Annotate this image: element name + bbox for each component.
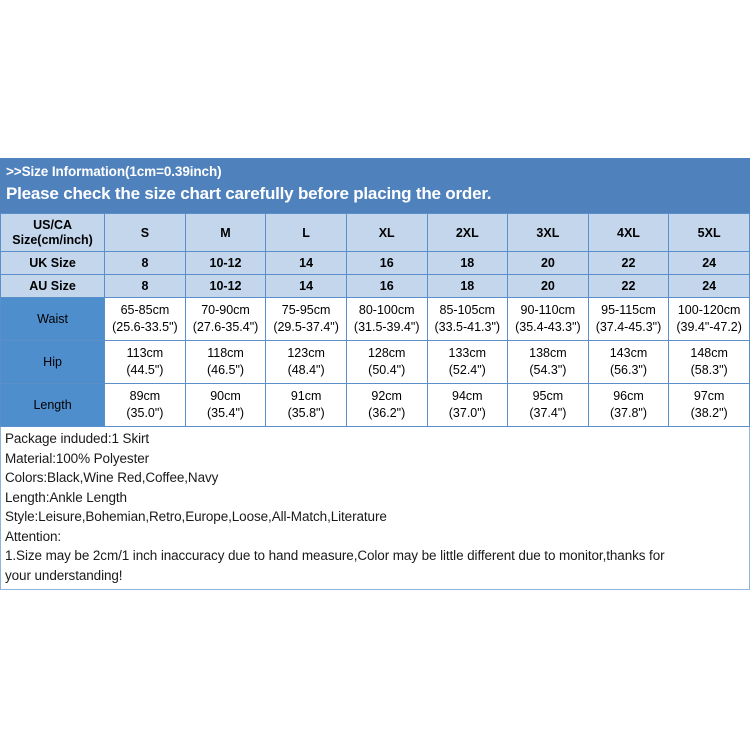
description-line-note-2: your understanding! (5, 567, 123, 583)
cell-hip-3xl (508, 341, 589, 384)
description-line-colors: Colors:Black,Wine Red,Coffee,Navy (5, 470, 219, 485)
cell-waist-4xl-cm: 95-115cm (601, 303, 656, 317)
cell-waist-l (266, 298, 347, 341)
cell-hip-4xl-inch: (56.3") (609, 363, 648, 377)
cell-au-size-l: 14 (266, 275, 347, 298)
description-line-attention: Attention: (5, 528, 62, 544)
cell-length-4xl-cm: 96cm (613, 389, 644, 403)
cell-hip-5xl-cm: 148cm (690, 346, 728, 360)
table-row-au-size (1, 275, 750, 298)
cell-uk-size-5xl: 24 (669, 252, 750, 275)
cell-length-3xl-cm: 95cm (532, 389, 564, 403)
table-header-row (1, 214, 750, 252)
cell-waist-m (185, 298, 266, 341)
cell-hip-m-inch: (46.5") (206, 363, 245, 377)
cell-hip-3xl-cm: 138cm (529, 346, 567, 360)
header-cell-size-xl: XL (346, 214, 427, 252)
cell-hip-s-cm: 113cm (126, 346, 164, 360)
cell-hip-m (185, 341, 266, 384)
cell-hip-s-inch: (44.5") (126, 363, 164, 377)
row-label-uk-size: UK Size (1, 252, 105, 275)
cell-length-2xl-inch: (37.0") (448, 406, 486, 420)
cell-uk-size-3xl: 20 (508, 252, 589, 275)
table-row-length (1, 384, 750, 427)
cell-hip-xl-inch: (50.4") (368, 363, 406, 377)
cell-uk-size-m: 10-12 (185, 252, 266, 275)
cell-length-2xl (427, 384, 508, 427)
size-information-banner (0, 158, 750, 213)
header-uscs-line1: US/CA (33, 217, 73, 232)
row-label-au-size: AU Size (1, 275, 105, 298)
cell-waist-4xl (588, 298, 669, 341)
table-row-uk-size (1, 252, 750, 275)
table-row-hip (1, 341, 750, 384)
header-cell-size-2xl: 2XL (427, 214, 508, 252)
cell-waist-5xl-inch: (39.4"-47.2) (676, 320, 742, 334)
header-uscs-line2: Size(cm/inch) (12, 232, 93, 247)
cell-waist-m-cm: 70-90cm (201, 303, 250, 317)
cell-length-4xl-inch: (37.8") (609, 406, 648, 420)
cell-hip-2xl-cm: 133cm (448, 346, 487, 360)
cell-uk-size-2xl: 18 (427, 252, 508, 275)
cell-au-size-xl: 16 (346, 275, 427, 298)
row-label-waist: Waist (1, 298, 105, 341)
banner-size-information-text: >>Size Information(1cm=0.39inch) (6, 164, 222, 179)
cell-length-2xl-cm: 94cm (452, 389, 483, 403)
cell-waist-4xl-inch: (37.4-45.3") (595, 320, 662, 334)
cell-hip-m-cm: 118cm (207, 346, 244, 360)
cell-length-l-inch: (35.8") (287, 406, 325, 420)
product-description-block (0, 427, 750, 590)
cell-au-size-m: 10-12 (185, 275, 266, 298)
cell-au-size-5xl: 24 (669, 275, 750, 298)
cell-waist-5xl (669, 298, 750, 341)
cell-hip-l (266, 341, 347, 384)
cell-waist-l-inch: (29.5-37.4") (273, 320, 339, 334)
row-label-length: Length (1, 384, 105, 427)
cell-waist-s-inch: (25.6-33.5") (112, 320, 178, 334)
cell-au-size-2xl: 18 (427, 275, 508, 298)
cell-length-m (185, 384, 266, 427)
cell-hip-l-inch: (48.4") (287, 363, 325, 377)
cell-waist-l-cm: 75-95cm (281, 303, 331, 317)
cell-length-l (266, 384, 347, 427)
header-cell-uscs-size (1, 214, 105, 252)
cell-hip-2xl-inch: (52.4") (448, 363, 486, 377)
cell-length-l-cm: 91cm (290, 389, 322, 403)
cell-waist-s-cm: 65-85cm (120, 303, 170, 317)
cell-uk-size-xl: 16 (346, 252, 427, 275)
cell-length-m-cm: 90cm (210, 389, 241, 403)
cell-uk-size-4xl: 22 (588, 252, 669, 275)
table-row-waist (1, 298, 750, 341)
description-line-package: Package induded:1 Skirt (5, 431, 150, 446)
cell-length-xl (346, 384, 427, 427)
cell-au-size-3xl: 20 (508, 275, 589, 298)
cell-waist-3xl-cm: 90-110cm (520, 303, 576, 317)
cell-au-size-s: 8 (105, 275, 186, 298)
cell-hip-xl (346, 341, 427, 384)
cell-length-s (105, 384, 186, 427)
cell-hip-4xl-cm: 143cm (609, 346, 648, 360)
cell-length-3xl-inch: (37.4") (529, 406, 567, 420)
cell-hip-4xl (588, 341, 669, 384)
header-cell-size-s: S (105, 214, 186, 252)
cell-waist-5xl-cm: 100-120cm (677, 303, 741, 317)
cell-uk-size-l: 14 (266, 252, 347, 275)
cell-waist-xl (346, 298, 427, 341)
cell-length-5xl (669, 384, 750, 427)
cell-waist-s (105, 298, 186, 341)
cell-length-5xl-inch: (38.2") (690, 406, 728, 420)
cell-length-4xl (588, 384, 669, 427)
cell-length-m-inch: (35.4") (206, 406, 245, 420)
cell-hip-5xl (669, 341, 750, 384)
cell-length-3xl (508, 384, 589, 427)
description-line-note-1: 1.Size may be 2cm/1 inch inaccuracy due to hand measure,Color may be little different due to monitor,thanks for (5, 548, 665, 563)
cell-waist-xl-inch: (31.5-39.4") (353, 320, 420, 334)
banner-check-chart-text: Please check the size chart carefully before placing the order. (6, 184, 492, 203)
header-cell-size-l: L (266, 214, 347, 252)
description-line-style: Style:Leisure,Bohemian,Retro,Europe,Loose,All-Match,Literature (5, 509, 387, 524)
cell-waist-m-inch: (27.6-35.4") (192, 320, 259, 334)
description-line-material: Material:100% Polyester (5, 450, 150, 466)
cell-waist-2xl-inch: (33.5-41.3") (434, 320, 501, 334)
cell-au-size-4xl: 22 (588, 275, 669, 298)
cell-hip-s (105, 341, 186, 384)
description-line-length: Length:Ankle Length (5, 489, 127, 505)
size-chart-table (0, 213, 750, 427)
cell-length-xl-inch: (36.2") (368, 406, 406, 420)
header-cell-size-5xl: 5XL (669, 214, 750, 252)
cell-hip-5xl-inch: (58.3") (690, 363, 728, 377)
cell-waist-3xl (508, 298, 589, 341)
cell-waist-xl-cm: 80-100cm (358, 303, 415, 317)
cell-hip-3xl-inch: (54.3") (529, 363, 567, 377)
header-cell-size-m: M (185, 214, 266, 252)
cell-waist-3xl-inch: (35.4-43.3") (515, 320, 581, 334)
header-cell-size-4xl: 4XL (588, 214, 669, 252)
cell-length-s-inch: (35.0") (126, 406, 164, 420)
cell-waist-2xl (427, 298, 508, 341)
cell-hip-l-cm: 123cm (287, 346, 325, 360)
cell-length-5xl-cm: 97cm (693, 389, 725, 403)
header-cell-size-3xl: 3XL (508, 214, 589, 252)
cell-hip-xl-cm: 128cm (367, 346, 406, 360)
cell-length-s-cm: 89cm (129, 389, 161, 403)
cell-waist-2xl-cm: 85-105cm (439, 303, 496, 317)
size-chart-block (0, 158, 750, 590)
cell-length-xl-cm: 92cm (371, 389, 402, 403)
cell-hip-2xl (427, 341, 508, 384)
row-label-hip: Hip (1, 341, 105, 384)
cell-uk-size-s: 8 (105, 252, 186, 275)
